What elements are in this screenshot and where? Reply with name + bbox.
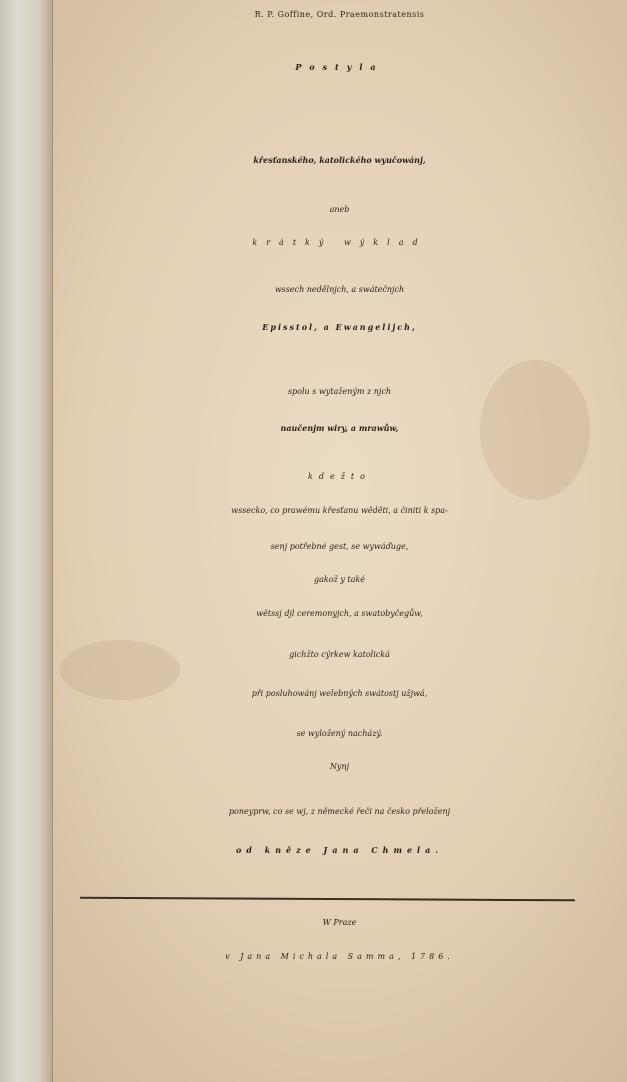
- teaching-line: naučenjm wiry, a mrawůw,: [280, 423, 399, 433]
- church-line: gichžto cýrkew katolická: [289, 650, 390, 659]
- divider-rule: [80, 897, 575, 902]
- salvation-line: senj potřebné gest, se wywáďuge,: [270, 542, 409, 551]
- page-spine: [0, 0, 53, 1082]
- together-line: spolu s wytaženým z njch: [287, 387, 392, 396]
- where-line: kdežto: [308, 472, 371, 481]
- subtitle: křesťanského, katolického wyučowánj,: [253, 155, 426, 165]
- explained-line: se wyložený nacházý.: [296, 729, 383, 738]
- service-line: při posluhowánj welebných swátostj užjwá,: [251, 689, 428, 698]
- imprint-line: v Jana Michala Samma, 1786.: [225, 952, 454, 961]
- greater-part-line: wětssj djl ceremonyjch, a swatobyčegůw,: [256, 609, 423, 618]
- everything-line: wssecko, co prawému křesťanu wěděti, a činiti k spa-: [231, 506, 448, 515]
- as-also-line: gakož y také: [314, 575, 365, 584]
- translator-line: od kněze Jana Chmela.: [235, 845, 444, 855]
- place-line: W Praze: [322, 918, 357, 927]
- author-line: R. P. Goffine, Ord. Praemonstratensis: [254, 10, 425, 19]
- first-time-line: poneyprw, co se wj, z německé řeči na česko přeloženj: [228, 807, 451, 816]
- now-line: Nynj: [329, 762, 350, 771]
- epistles-gospels: Episstol, a Ewangelijch,: [262, 322, 417, 332]
- short-explanation: krátký wýklad: [252, 238, 427, 247]
- book-title: Postyla: [295, 62, 384, 72]
- sundays-line: wssech nedělnjch, a swátečnjch: [274, 285, 405, 294]
- conjunction: aneb: [329, 205, 350, 214]
